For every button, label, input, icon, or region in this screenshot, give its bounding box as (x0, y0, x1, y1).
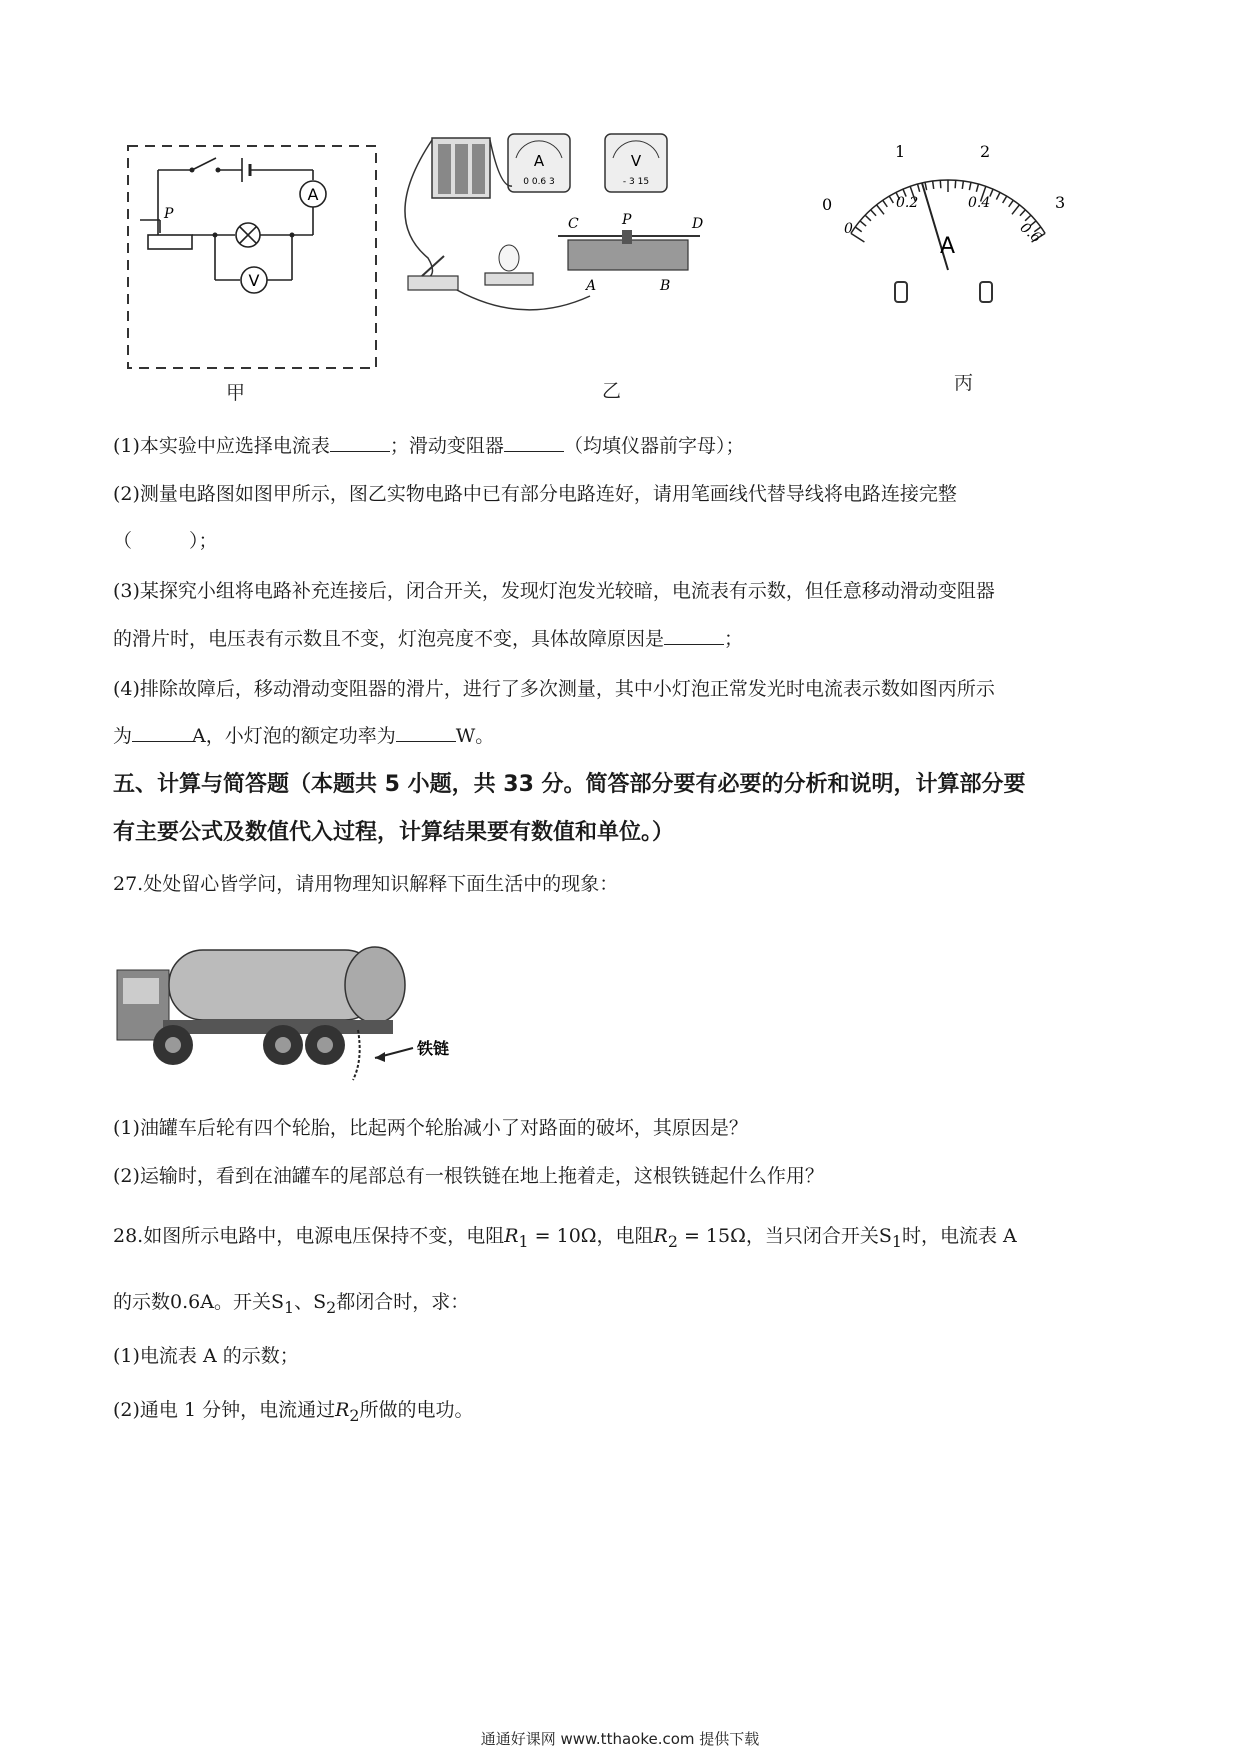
q27-part1: (1)油罐车后轮有四个轮胎，比起两个轮胎减小了对路面的破坏，其原因是？ (113, 1117, 748, 1139)
caption-jia: 甲 (226, 382, 246, 404)
dial-tick (883, 200, 888, 207)
footer-watermark: 通通好课网 www.tthaoke.com 提供下载 (480, 1730, 760, 1748)
blank-rheostat[interactable] (504, 433, 564, 452)
dial-tick (865, 215, 871, 221)
dial-tick (918, 184, 920, 192)
yi-label-a: A (586, 278, 597, 294)
dial-tick (955, 180, 956, 188)
yi-voltmeter-ticks: - 3 15 (622, 177, 650, 187)
q26-part3: (3)某探究小组将电路补充连接后，闭合开关，发现灯泡发光较暗，电流表有示数，但任意移动滑动变阻器 (113, 580, 995, 602)
dial-tick (990, 189, 993, 196)
blank-current[interactable] (132, 723, 192, 742)
dial-tick (969, 182, 971, 190)
dial-tick (940, 180, 941, 188)
section5-heading-line1: 五、计算与简答题（本题共 5 小题，共 33 分。简答部分要有必要的分析和说明，计算部分要 (113, 772, 1026, 797)
q26-part2-answer: （ ）； (113, 530, 218, 552)
dial-tick (962, 181, 963, 189)
yi-label-b: B (660, 278, 671, 294)
q28-stem-line2: 的示数0.6A。开关$S_1$、$S_2$都闭合时，求： (113, 1291, 470, 1317)
dial-tick (871, 210, 876, 216)
q26-part3b: 的滑片时，电压表有示数且不变，灯泡亮度不变，具体故障原因是 ； (113, 628, 744, 650)
q26-part4: (4)排除故障后，移动滑动变阻器的滑片，进行了多次测量，其中小灯泡正常发光时电流表示数如图丙所示 (113, 678, 995, 700)
jia-slider-label: P (164, 206, 174, 222)
q28-part2: (2)通电 1 分钟，电流通过$R_2$所做的电功。 (113, 1399, 474, 1425)
iron-chain-label: 铁链 (417, 1039, 450, 1058)
yi-ammeter-ticks: 0 0.6 3 (523, 177, 555, 187)
dial-bottom-04: 0.4 (968, 195, 991, 211)
dial-tick (855, 227, 861, 232)
dial-tick (933, 181, 934, 189)
circuit-diagram-jia (120, 140, 390, 380)
q26-part1: (1)本实验中应选择电流表 ；滑动变阻器 （均填仪器前字母）； (113, 435, 745, 457)
q27-part2: (2)运输时，看到在油罐车的尾部总有一根铁链在地上拖着走，这根铁链起什么作用？ (113, 1165, 824, 1187)
yi-label-p: P (622, 212, 632, 228)
q26-part2: (2)测量电路图如图甲所示，图乙实物电路中已有部分电路连好，请用笔画线代替导线将电路连接完整 (113, 483, 957, 505)
yi-ammeter-label: A (533, 152, 545, 170)
dial-top-3: 3 (1055, 193, 1066, 212)
caption-bing: 丙 (954, 372, 974, 394)
caption-yi: 乙 (602, 380, 622, 402)
dial-top-1: 1 (895, 142, 906, 161)
yi-label-d: D (692, 216, 704, 232)
dial-tick (1020, 210, 1025, 216)
q28-part1: (1)电流表 A 的示数； (113, 1345, 299, 1367)
yi-label-c: C (568, 216, 579, 232)
dial-tick (976, 184, 978, 192)
jia-voltmeter-label: V (248, 271, 260, 290)
tanker-truck-image (113, 920, 473, 1090)
physical-circuit-yi (400, 128, 730, 360)
dial-tick (925, 182, 927, 190)
dial-tick (851, 233, 865, 242)
dial-bottom-0: 0 (844, 221, 853, 237)
ammeter-dial-bing (810, 135, 1090, 315)
dial-unit: A (940, 234, 956, 259)
blank-power[interactable] (396, 723, 456, 742)
q28-stem: 28.如图所示电路中，电源电压保持不变，电阻$R_1 = 10\Omega$，电阻$R_2 = 15\Omega$，当只闭合开关$S_1$时，电流表 A (113, 1225, 1017, 1251)
q27-stem: 27.处处留心皆学问，请用物理知识解释下面生活中的现象： (113, 873, 619, 895)
jia-ammeter-label: A (307, 185, 319, 204)
dial-tick (1012, 205, 1019, 214)
section5-heading-line2: 有主要公式及数值代入过程，计算结果要有数值和单位。） (113, 820, 675, 845)
dial-bottom-06: 0.6 (1016, 219, 1045, 247)
dial-tick (889, 196, 893, 203)
dial-tick (996, 192, 1000, 199)
q26-part4b: 为 A，小灯泡的额定功率为 W。 (113, 725, 495, 747)
dial-bottom-02: 0.2 (896, 195, 919, 211)
dial-tick (1003, 196, 1007, 203)
dial-tick (860, 221, 866, 226)
dial-tick (877, 205, 884, 214)
dial-top-2: 2 (980, 142, 991, 161)
blank-ammeter[interactable] (330, 433, 390, 452)
blank-fault[interactable] (664, 626, 724, 645)
dial-top-0: 0 (822, 195, 833, 214)
dial-tick (1009, 200, 1014, 207)
yi-voltmeter-label: V (630, 152, 642, 170)
